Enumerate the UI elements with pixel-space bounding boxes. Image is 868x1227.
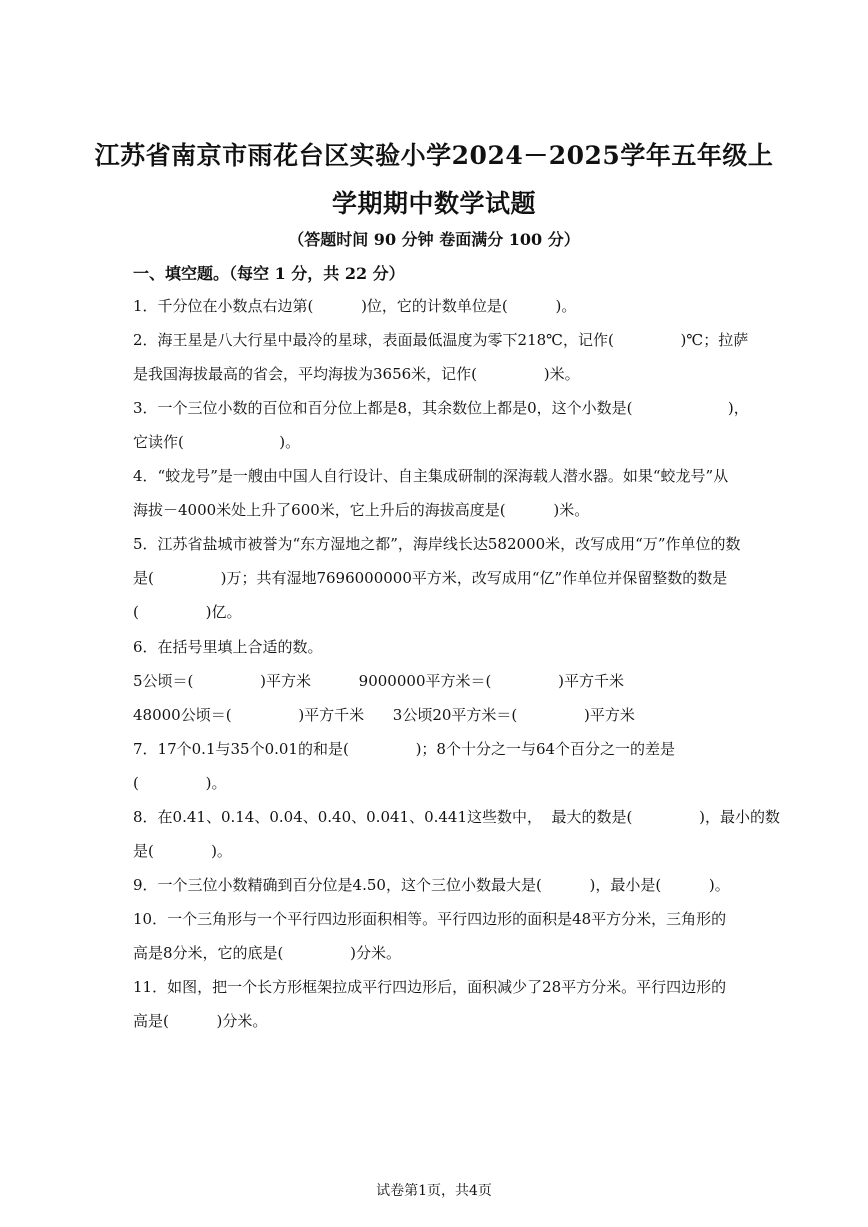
page-footer: 试卷第1页，共4页 xyxy=(376,1183,492,1199)
question-2-line-1: 2．海王星是八大行星中最冷的星球，表面最低温度为零下218℃，记作( )℃；拉萨 xyxy=(133,331,749,349)
question-7-line-1: 7．17个0.1与35个0.01的和是( )；8个十分之一与64个百分之一的差是 xyxy=(133,740,676,758)
question-2-line-2: 是我国海拔最高的省会，平均海拔为3656米，记作( )米。 xyxy=(133,365,580,383)
question-10-line-2: 高是8分米，它的底是( )分米。 xyxy=(133,944,402,962)
question-8-line-2: 是( )。 xyxy=(133,842,232,860)
question-10-line-1: 10．一个三角形与一个平行四边形面积相等。平行四边形的面积是48平方分米，三角形的 xyxy=(133,910,727,928)
document-title-line-2: 学期期中数学试题 xyxy=(331,189,536,218)
question-4-line-1: 4．“蛟龙号”是一艘由中国人自行设计、自主集成研制的深海载人潜水器。如果“蛟龙号”从 xyxy=(133,467,729,485)
question-5-line-1: 5．江苏省盐城市被誉为“东方湿地之都”，海岸线长达582000米，改写成用“万”作单位的数 xyxy=(133,535,741,553)
question-5-line-2: 是( )万；共有湿地7696000000平方米，改写成用“亿”作单位并保留整数的数是 xyxy=(133,569,728,587)
question-1-line: 1．千分位在小数点右边第( )位，它的计数单位是( )。 xyxy=(133,297,577,315)
question-9-line: 9．一个三位小数精确到百分位是4.50，这个三位小数最大是( )，最小是( )。 xyxy=(133,876,730,894)
question-6-line-2: 5公顷＝( )平方米 9000000平方米＝( )平方千米 xyxy=(133,672,624,690)
exam-info-subtitle: （答题时间 90 分钟 卷面满分 100 分） xyxy=(288,230,580,249)
question-11-line-2: 高是( )分米。 xyxy=(133,1012,268,1030)
question-11-line-1: 11．如图，把一个长方形框架拉成平行四边形后，面积减少了28平方分米。平行四边形的 xyxy=(133,978,727,996)
document-title-line-1: 江苏省南京市雨花台区实验小学2024－2025学年五年级上 xyxy=(94,141,774,170)
question-6-line-1: 6．在括号里填上合适的数。 xyxy=(133,638,323,656)
question-3-line-2: 它读作( )。 xyxy=(133,433,301,451)
section-heading-fill-in: 一、填空题。（每空 1 分，共 22 分） xyxy=(133,264,405,283)
question-4-line-2: 海拔－4000米处上升了600米，它上升后的海拔高度是( )米。 xyxy=(133,501,590,519)
question-8-line-1: 8．在0.41、0.14、0.04、0.40、0.041、0.441这些数中， 最大的数是( )，最小的数 xyxy=(133,808,781,826)
question-6-line-3: 48000公顷＝( )平方千米 3公顷20平方米＝( )平方米 xyxy=(133,706,635,724)
question-3-line-1: 3．一个三位小数的百位和百分位上都是8，其余数位上都是0，这个小数是( )， xyxy=(133,399,749,417)
question-5-line-3: ( )亿。 xyxy=(133,603,242,621)
question-7-line-2: ( )。 xyxy=(133,774,227,792)
